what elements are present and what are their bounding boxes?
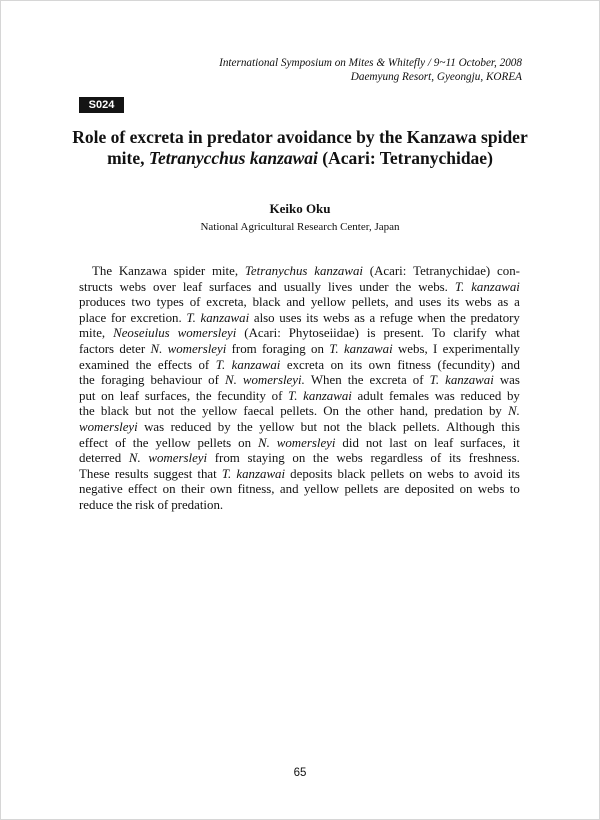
abstract-word: own	[368, 357, 391, 372]
abstract-word: staying	[247, 451, 285, 466]
abstract-word: experimentally	[442, 341, 520, 356]
author-name: Keiko Oku	[269, 201, 331, 216]
abstract-word: its	[349, 357, 363, 372]
abstract-word: results	[114, 466, 149, 481]
abstract-word: Tetranychidae)	[413, 264, 491, 278]
abstract-word: adult	[357, 388, 384, 403]
abstract-word: place	[79, 310, 107, 325]
abstract-word: womersleyi	[79, 419, 138, 434]
abstract-word: and	[286, 295, 305, 310]
abstract-word: foraging	[262, 341, 306, 356]
abstract-word: N.	[224, 373, 237, 388]
abstract-word: excretion.	[130, 310, 182, 325]
abstract-word: clarify	[453, 326, 487, 341]
abstract-word: kanzawai	[314, 264, 363, 278]
abstract-word: kanzawai	[303, 388, 352, 403]
abstract-word: womersleyi.	[242, 373, 305, 388]
abstract-word: its	[447, 295, 460, 310]
abstract-word: the	[180, 404, 196, 419]
abstract-word: suggest	[153, 466, 193, 481]
abstract-word: structs	[79, 279, 113, 294]
abstract-word: on	[414, 435, 428, 450]
abstract-word: faecal	[243, 404, 275, 419]
abstract-word: kanzawai	[236, 466, 286, 481]
abstract-word: (fecundity)	[437, 357, 495, 372]
abstract-word: pellets	[197, 435, 232, 450]
abstract-line	[79, 498, 520, 514]
paper-title	[60, 127, 540, 169]
conference-header	[142, 57, 522, 84]
abstract-line	[79, 467, 520, 483]
abstract-word: webs,	[397, 341, 428, 356]
abstract-word: pellets,	[351, 295, 389, 310]
abstract-word: freshness.	[468, 451, 520, 466]
abstract-word: produces	[79, 295, 126, 310]
abstract-word: T.	[288, 388, 298, 403]
abstract-word: pellets.	[280, 404, 318, 419]
abstract-line	[79, 404, 520, 420]
abstract-word: on	[292, 451, 306, 466]
abstract-line	[79, 420, 520, 436]
abstract-word: effect	[79, 435, 109, 450]
abstract-word: N.	[150, 341, 163, 356]
abstract-word: and	[279, 482, 299, 497]
abstract-word: leaf	[434, 435, 454, 450]
abstract-word: of	[157, 497, 169, 512]
abstract-word: the	[195, 388, 212, 403]
abstract-word: of	[208, 373, 219, 388]
abstract-word: the	[312, 451, 329, 466]
abstract-word: yellow	[303, 482, 340, 497]
abstract-word: as	[354, 310, 365, 325]
abstract-word: that	[197, 466, 217, 481]
abstract-word: risk	[135, 497, 155, 512]
abstract-word: regardless	[370, 451, 423, 466]
abstract-line	[79, 295, 520, 311]
abstract-word: kanzawai	[445, 373, 494, 388]
abstract-word: by	[488, 404, 502, 419]
abstract-word: fitness	[397, 357, 432, 372]
abstract-word: spider	[173, 264, 206, 278]
abstract-word: the	[116, 497, 133, 512]
abstract-word: T.	[221, 466, 232, 481]
abstract-word: factors	[79, 341, 115, 356]
abstract-word: deter	[119, 341, 146, 356]
abstract-line	[79, 264, 520, 280]
abstract-word: deposits	[290, 466, 333, 481]
abstract-word: two	[131, 295, 151, 310]
abstract-word: webs	[119, 279, 147, 294]
abstract-word: These	[79, 466, 110, 481]
title-line-1: Role of excreta in predator avoidance by the Kanzawa spider	[72, 127, 528, 147]
abstract-word: excreta	[286, 357, 325, 372]
abstract-word: womersleyi	[148, 451, 208, 466]
abstract-word: the	[135, 357, 152, 372]
abstract-word: over	[153, 279, 176, 294]
abstract-line	[79, 436, 520, 452]
abstract-word: and	[501, 357, 520, 372]
abstract-word: surfaces,	[144, 388, 191, 403]
abstract-word: webs	[336, 451, 363, 466]
title-line-2	[60, 148, 540, 169]
abstract-word: predatory	[470, 310, 520, 325]
abstract-word: last	[389, 435, 408, 450]
abstract-word: put	[79, 388, 96, 403]
abstract-word: its	[448, 451, 461, 466]
abstract-word: present.	[383, 326, 424, 341]
abstract-word: of	[412, 373, 424, 388]
abstract-word: not	[323, 419, 341, 434]
abstract-word: webs	[465, 295, 492, 310]
abstract-word: black	[337, 466, 366, 481]
abstract-word: yellow	[310, 295, 346, 310]
abstract-word: on	[311, 341, 324, 356]
abstract-line	[79, 311, 520, 327]
abstract-word: did	[342, 435, 359, 450]
session-code-badge: S024	[79, 97, 124, 113]
conference-venue: Daemyung Resort, Gyeongju, KOREA	[350, 70, 522, 83]
abstract-word: I	[433, 341, 438, 356]
abstract-word: pellets	[370, 466, 405, 481]
abstract-word: yellow	[202, 404, 238, 419]
abstract-word: T.	[454, 279, 465, 294]
abstract-word: surfaces,	[460, 435, 506, 450]
abstract-word: N.	[128, 451, 141, 466]
abstract-word: womersleyi	[276, 435, 336, 450]
abstract-word: (Acari:	[244, 326, 281, 341]
abstract-word: a	[514, 295, 520, 310]
abstract-word: womersleyi	[167, 341, 227, 356]
abstract-word: on	[162, 482, 176, 497]
abstract-word: and	[258, 279, 277, 294]
abstract-word: not	[157, 404, 175, 419]
abstract-word: the	[346, 419, 363, 434]
abstract-word: foraging	[100, 373, 145, 388]
abstract-word: own	[209, 482, 233, 497]
abstract-word: to	[509, 482, 520, 497]
abstract-word: T.	[186, 310, 196, 325]
abstract-word: hand,	[399, 404, 428, 419]
abstract-word: of	[115, 435, 126, 450]
abstract-word: leaf	[119, 388, 140, 403]
abstract-word: uses	[279, 310, 302, 325]
abstract-word: to	[458, 466, 469, 481]
abstract-word: kanzawai	[471, 279, 520, 294]
abstract-word: deposited	[404, 482, 455, 497]
abstract-body	[79, 264, 520, 514]
abstract-word: behaviour	[150, 373, 203, 388]
abstract-line	[79, 373, 520, 389]
abstract-word: avoid	[474, 466, 503, 481]
abstract-word: webs	[477, 482, 505, 497]
abstract-word: N.	[507, 404, 520, 419]
abstract-word: on	[459, 482, 473, 497]
abstract-word: the	[237, 419, 253, 434]
abstract-word: T.	[215, 357, 226, 372]
abstract-word: by	[506, 388, 520, 403]
abstract-word: mite,	[79, 326, 106, 341]
abstract-word: their	[180, 482, 205, 497]
abstract-word: other	[367, 404, 394, 419]
abstract-word: refuge	[379, 310, 413, 325]
abstract-word: from	[231, 341, 257, 356]
abstract-word: for	[110, 310, 126, 325]
abstract-word: under	[359, 279, 389, 294]
abstract-word: black	[368, 419, 397, 434]
abstract-word: on	[238, 435, 252, 450]
abstract-word: When	[310, 373, 342, 388]
conference-name: International Symposium on Mites & Whitefly / 9~11 October, 2008	[219, 57, 522, 69]
abstract-word: this	[501, 419, 520, 434]
abstract-word: On	[323, 404, 340, 419]
abstract-word: on	[330, 357, 344, 372]
abstract-word: examined	[79, 357, 130, 372]
abstract-word: negative	[79, 482, 123, 497]
abstract-word: what	[494, 326, 520, 341]
abstract-line	[79, 389, 520, 405]
abstract-word: black	[252, 295, 281, 310]
abstract-word: uses	[419, 295, 442, 310]
abstract-word: yellow	[259, 419, 295, 434]
abstract-word: of	[198, 357, 210, 372]
abstract-word: To	[431, 326, 446, 341]
abstract-word: N.	[257, 435, 270, 450]
abstract-word: webs.	[418, 279, 448, 294]
abstract-word: effects	[157, 357, 192, 372]
abstract-word: yellow	[155, 435, 191, 450]
abstract-word: The	[92, 264, 113, 278]
abstract-word: are	[383, 482, 400, 497]
abstract-word: a	[369, 310, 376, 325]
abstract-word: pellets	[344, 482, 379, 497]
abstract-word: it	[512, 435, 520, 450]
abstract-word: not	[365, 435, 383, 450]
abstract-word: and	[394, 295, 414, 310]
abstract-word: of	[430, 451, 442, 466]
page-number: 65	[293, 767, 307, 779]
abstract-line	[79, 326, 520, 342]
abstract-word: when	[417, 310, 446, 325]
abstract-word: con-	[497, 264, 520, 278]
abstract-word: webs	[322, 310, 350, 325]
abstract-word: but	[134, 404, 152, 419]
abstract-word: was	[434, 388, 455, 403]
abstract-word: Neoseiulus	[113, 326, 170, 341]
abstract-word: reduced	[170, 419, 212, 434]
abstract-word: predation.	[171, 497, 224, 512]
abstract-word: fitness,	[237, 482, 275, 497]
author-affiliation: National Agricultural Research Center, Japan	[200, 221, 400, 233]
title-line-2-suffix: (Acari: Tetranychidae)	[317, 148, 493, 168]
abstract-word: the	[79, 404, 95, 419]
abstract-word: kanzawai	[231, 357, 281, 372]
abstract-word: lives	[327, 279, 353, 294]
abstract-word: usually	[283, 279, 322, 294]
abstract-word: the	[450, 310, 466, 325]
abstract-word: excreta,	[206, 295, 247, 310]
abstract-word: pellets.	[402, 419, 440, 434]
abstract-word: on	[409, 466, 423, 481]
abstract-word: of	[271, 388, 283, 403]
abstract-word: reduced	[460, 388, 502, 403]
abstract-word: the	[347, 373, 364, 388]
abstract-line	[79, 358, 520, 374]
abstract-word: Phytoseiidae)	[288, 326, 359, 341]
abstract-word: T.	[329, 341, 339, 356]
abstract-word: was	[144, 419, 165, 434]
abstract-line	[79, 451, 520, 467]
abstract-word: webs	[427, 466, 454, 481]
abstract-word: the	[79, 373, 95, 388]
abstract-word: on	[101, 388, 115, 403]
abstract-word: its	[306, 310, 319, 325]
abstract-word: (Acari:	[369, 264, 407, 278]
abstract-word: the	[132, 435, 149, 450]
abstract-word: black	[100, 404, 129, 419]
abstract-word: kanzawai	[200, 310, 250, 325]
abstract-word: Tetranychus	[244, 264, 308, 278]
abstract-word: leaf	[182, 279, 203, 294]
abstract-word: as	[497, 295, 509, 310]
abstract-word: T.	[429, 373, 440, 388]
abstract-word: its	[507, 466, 520, 481]
abstract-word: of	[189, 295, 201, 310]
title-species-name: Tetranycchus kanzawai	[148, 148, 318, 168]
abstract-word: is	[366, 326, 376, 341]
abstract-word: kanzawai	[343, 341, 393, 356]
abstract-word: excreta	[369, 373, 407, 388]
abstract-word: womersleyi	[177, 326, 237, 341]
title-line-2-prefix: mite,	[107, 148, 149, 168]
abstract-word: deterred	[79, 451, 122, 466]
abstract-line	[79, 280, 520, 296]
abstract-word: females	[388, 388, 430, 403]
abstract-word: surfaces	[209, 279, 252, 294]
abstract-line	[79, 482, 520, 498]
abstract-word: fecundity	[217, 388, 266, 403]
abstract-word: mite,	[211, 264, 239, 278]
abstract-word: types	[156, 295, 184, 310]
abstract-word: from	[214, 451, 240, 466]
abstract-word: the	[395, 279, 412, 294]
abstract-word: effect	[128, 482, 158, 497]
abstract-word: Kanzawa	[118, 264, 167, 278]
abstract-word: predation	[434, 404, 483, 419]
abstract-line	[79, 342, 520, 358]
abstract-word: Although	[446, 419, 495, 434]
abstract-word: reduce	[79, 497, 114, 512]
abstract-word: was	[499, 373, 520, 388]
abstract-word: also	[253, 310, 275, 325]
abstract-word: the	[345, 404, 361, 419]
abstract-word: but	[300, 419, 318, 434]
abstract-word: by	[217, 419, 231, 434]
